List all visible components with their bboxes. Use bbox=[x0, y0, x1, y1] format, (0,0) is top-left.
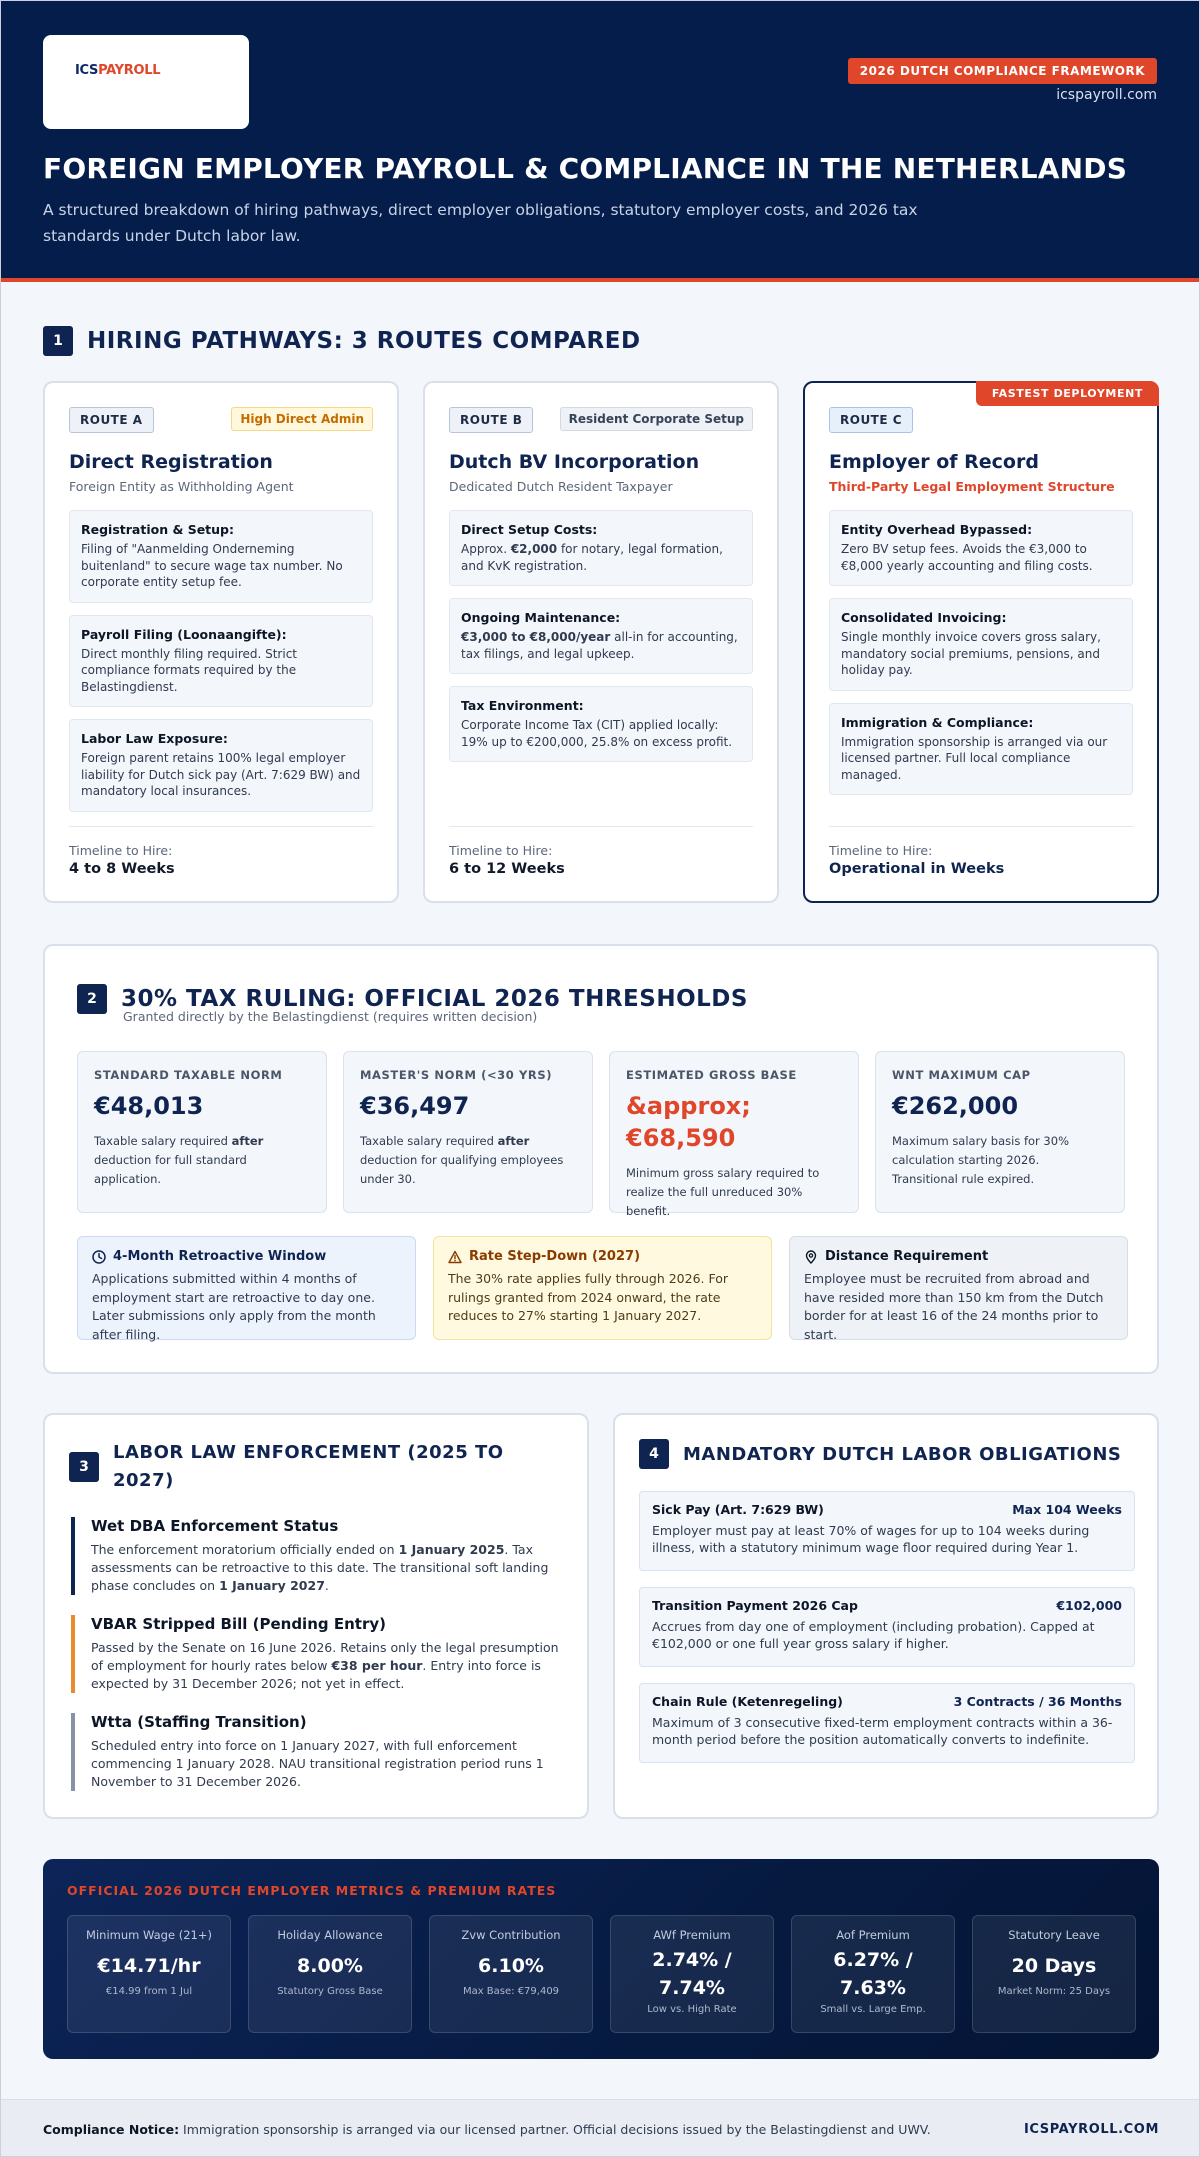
item-title: Wtta (Staffing Transition) bbox=[91, 1713, 307, 1731]
timeline-value: Operational in Weeks bbox=[829, 861, 1005, 877]
item-title: Wet DBA Enforcement Status bbox=[91, 1517, 339, 1535]
obligation-value: €102,000 bbox=[1056, 1598, 1122, 1613]
metric-sub: Statutory Gross Base bbox=[277, 1986, 383, 1997]
title-line: LABOR LAW ENFORCEMENT (2025 TO bbox=[113, 1442, 504, 1463]
route-detail-box bbox=[69, 615, 373, 708]
note-heading bbox=[448, 1249, 757, 1264]
box-text bbox=[461, 629, 741, 662]
metrics-bar bbox=[43, 1859, 1159, 2059]
box-text: Foreign parent retains 100% legal employer liability for Dutch sick pay (Art. 7:629 BW) and mandatory local insurances. bbox=[81, 751, 361, 798]
box-text: Filing of "Aanmelding Onderneming buitenland" to secure wage tax number. No corporate entity setup fee. bbox=[81, 542, 343, 589]
note-distance-requirement bbox=[789, 1236, 1128, 1340]
metric-desc bbox=[94, 1132, 310, 1189]
footer bbox=[1, 2099, 1200, 2157]
obligation-transition-payment bbox=[639, 1587, 1135, 1667]
section-4-heading bbox=[639, 1439, 1121, 1469]
obligation-value: 3 Contracts / 36 Months bbox=[953, 1694, 1122, 1709]
location-pin-icon bbox=[804, 1250, 818, 1264]
enforcement-item-wtta bbox=[71, 1713, 561, 1791]
metric-sub: €14.99 from 1 Jul bbox=[105, 1986, 193, 1997]
notice-label: Compliance Notice: bbox=[43, 2122, 180, 2137]
box-heading: Immigration & Compliance: bbox=[841, 714, 1034, 730]
box-text: Direct monthly filing required. Strict compliance formats required by the Belastingdienst. bbox=[81, 646, 298, 694]
obligation-sick-pay bbox=[639, 1491, 1135, 1571]
box-heading: Labor Law Exposure: bbox=[81, 731, 228, 746]
metric-card-standard-norm bbox=[77, 1051, 327, 1213]
logo-text bbox=[75, 63, 160, 78]
metric-value: €262,000 bbox=[892, 1092, 1019, 1120]
route-detail-box bbox=[69, 510, 373, 603]
footer-brand[interactable]: ICSPAYROLL.COM bbox=[1023, 2122, 1159, 2137]
route-detail-box bbox=[829, 598, 1133, 691]
text-segment: Passed by the Senate on 16 June 2026. Retains only the legal presumption of employment for hourly rates below bbox=[91, 1640, 559, 1673]
timeline bbox=[69, 826, 373, 877]
logo-payroll: PAYROLL bbox=[98, 63, 161, 78]
route-detail-box bbox=[449, 598, 753, 674]
section-title: HIRING PATHWAYS: 3 ROUTES COMPARED bbox=[87, 328, 641, 354]
bold-word: after bbox=[497, 1134, 530, 1148]
bold-amount: €2,000 bbox=[510, 542, 558, 556]
note-rate-step-down bbox=[433, 1236, 772, 1340]
box-heading: Payroll Filing (Loonaangifte): bbox=[81, 626, 287, 642]
metric-desc: Maximum salary basis for 30% calculation starting 2026. Transitional rule expired. bbox=[892, 1134, 1069, 1186]
obligation-text: Accrues from day one of employment (including probation). Capped at €102,000 or one full year gross salary if higher. bbox=[652, 1619, 1095, 1651]
note-retroactive-window bbox=[77, 1236, 416, 1340]
obligation-chain-rule bbox=[639, 1683, 1135, 1763]
route-detail-box bbox=[829, 703, 1133, 796]
box-heading: Tax Environment: bbox=[461, 698, 584, 713]
route-tag: ROUTE A bbox=[69, 407, 154, 433]
note-title: Rate Step-Down (2027) bbox=[469, 1249, 641, 1264]
note-text: Applications submitted within 4 months of employment start are retroactive to day one. Later submissions only apply from the month after filing. bbox=[92, 1271, 376, 1342]
metric-label: Aof Premium bbox=[836, 1928, 910, 1942]
bold-rate: €38 per hour bbox=[331, 1658, 423, 1673]
logo-ics: ICS bbox=[75, 63, 99, 78]
timeline-label: Timeline to Hire: bbox=[69, 843, 173, 858]
metric-value: €48,013 bbox=[94, 1092, 204, 1120]
route-subtitle: Third-Party Legal Employment Structure bbox=[829, 479, 1115, 494]
obligation-title: Transition Payment 2026 Cap bbox=[652, 1598, 858, 1613]
text-segment: deduction for qualifying employees under 30. bbox=[360, 1153, 564, 1186]
note-title: 4-Month Retroactive Window bbox=[113, 1249, 327, 1264]
box-heading: Ongoing Maintenance: bbox=[461, 610, 621, 625]
clock-icon bbox=[92, 1250, 106, 1264]
timeline-label: Timeline to Hire: bbox=[449, 843, 553, 858]
logo[interactable] bbox=[43, 35, 249, 129]
route-subtitle: Foreign Entity as Withholding Agent bbox=[69, 479, 294, 494]
metric-holiday-allowance bbox=[248, 1915, 412, 2033]
page-title: FOREIGN EMPLOYER PAYROLL & COMPLIANCE IN THE NETHERLANDS bbox=[43, 152, 1128, 185]
tax-ruling-panel bbox=[43, 944, 1159, 1374]
note-heading bbox=[92, 1249, 401, 1264]
timeline-label: Timeline to Hire: bbox=[829, 843, 933, 858]
text-segment: for notary, legal formation, and KvK registration. bbox=[461, 542, 723, 573]
metric-card-masters-norm bbox=[343, 1051, 593, 1213]
metric-label: Minimum Wage (21+) bbox=[86, 1928, 212, 1942]
text-segment: Taxable salary required bbox=[360, 1134, 498, 1148]
metric-card-wnt-cap bbox=[875, 1051, 1125, 1213]
notice-text: Immigration sponsorship is arranged via our licensed partner. Official decisions issued by the Belastingdienst and UWV. bbox=[179, 2122, 931, 2137]
obligation-text: Employer must pay at least 70% of wages for up to 104 weeks during illness, with a statutory minimum wage floor required during Year 1. bbox=[652, 1523, 1090, 1555]
route-badge: Resident Corporate Setup bbox=[560, 407, 753, 431]
metric-value: 2.74% / 7.74% bbox=[652, 1949, 732, 1999]
metric-zvw-contribution bbox=[429, 1915, 593, 2033]
section-title bbox=[113, 1439, 504, 1495]
route-tag: ROUTE C bbox=[829, 407, 913, 433]
section-number: 3 bbox=[69, 1452, 99, 1482]
obligation-header bbox=[652, 1598, 1122, 1613]
box-text: Zero BV setup fees. Avoids the €3,000 to €8,000 yearly accounting and filing costs. bbox=[841, 542, 1093, 573]
box-text bbox=[461, 541, 741, 574]
metrics-title: OFFICIAL 2026 DUTCH EMPLOYER METRICS & PREMIUM RATES bbox=[67, 1883, 557, 1898]
text-segment: . bbox=[324, 1578, 329, 1593]
metric-label: MASTER'S NORM (<30 YRS) bbox=[360, 1068, 553, 1082]
route-card-a bbox=[43, 381, 399, 903]
metric-card-gross-base bbox=[609, 1051, 859, 1218]
route-detail-box bbox=[829, 510, 1133, 586]
metric-value: €14.71/hr bbox=[97, 1955, 201, 1977]
text-segment: deduction for full standard application. bbox=[94, 1153, 247, 1186]
section-number: 2 bbox=[77, 984, 107, 1014]
metric-sub: Max Base: €79,409 bbox=[462, 1986, 560, 1997]
metric-awf-premium bbox=[610, 1915, 774, 2033]
box-heading: Consolidated Invoicing: bbox=[841, 610, 1007, 625]
bold-amount: €3,000 to €8,000/year bbox=[461, 630, 611, 644]
box-heading: Entity Overhead Bypassed: bbox=[841, 522, 1033, 537]
route-card-b bbox=[423, 381, 779, 903]
metric-value: €36,497 bbox=[360, 1092, 470, 1120]
timeline-value: 4 to 8 Weeks bbox=[69, 861, 175, 877]
text-segment: The enforcement moratorium officially ended on bbox=[91, 1542, 399, 1557]
section-title: MANDATORY DUTCH LABOR OBLIGATIONS bbox=[683, 1443, 1122, 1465]
enforcement-item-wet-dba bbox=[71, 1517, 561, 1595]
metric-value: 8.00% bbox=[297, 1955, 363, 1977]
obligation-text: Maximum of 3 consecutive fixed-term employment contracts within a 36-month period before the position automatically converts to indefinite. bbox=[652, 1715, 1113, 1747]
metric-desc bbox=[360, 1132, 576, 1189]
framework-badge: 2026 DUTCH COMPLIANCE FRAMEWORK bbox=[848, 58, 1157, 84]
metric-minimum-wage bbox=[67, 1915, 231, 2033]
note-text: Employee must be recruited from abroad and have resided more than 150 km from the Dutch border for at least 16 of the 24 months prior to start. bbox=[804, 1271, 1104, 1342]
section-number: 1 bbox=[43, 326, 73, 356]
bold-word: after bbox=[231, 1134, 264, 1148]
metric-label: STANDARD TAXABLE NORM bbox=[94, 1068, 283, 1082]
obligation-title: Sick Pay (Art. 7:629 BW) bbox=[652, 1502, 824, 1517]
obligation-value: Max 104 Weeks bbox=[1012, 1502, 1122, 1517]
metric-label: WNT MAXIMUM CAP bbox=[892, 1068, 1031, 1082]
item-text bbox=[91, 1541, 561, 1595]
bold-date: 1 January 2027 bbox=[219, 1578, 325, 1593]
route-detail-box bbox=[69, 719, 373, 812]
metric-label: Holiday Allowance bbox=[277, 1928, 383, 1942]
box-text: Immigration sponsorship is arranged via our licensed partner. Full local compliance managed. bbox=[841, 734, 1108, 782]
metric-value: 20 Days bbox=[1011, 1955, 1097, 1977]
metric-sub: Market Norm: 25 Days bbox=[997, 1986, 1111, 1997]
route-title: Dutch BV Incorporation bbox=[449, 451, 700, 473]
obligation-header bbox=[652, 1502, 1122, 1517]
obligation-title: Chain Rule (Ketenregeling) bbox=[652, 1694, 843, 1709]
section-subtitle: Granted directly by the Belastingdienst (requires written decision) bbox=[123, 1009, 538, 1024]
text-segment: Approx. bbox=[461, 542, 511, 556]
metric-sub: Small vs. Large Emp. bbox=[820, 2004, 926, 2015]
metric-value: 6.10% bbox=[478, 1955, 544, 1977]
item-text: Scheduled entry into force on 1 January 2027, with full enforcement commencing 1 January 2028. NAU transitional registration period runs 1 November to 31 December 2026. bbox=[91, 1738, 544, 1789]
section-1-heading bbox=[43, 326, 641, 356]
box-heading: Direct Setup Costs: bbox=[461, 522, 598, 537]
metric-label: Zvw Contribution bbox=[461, 1928, 561, 1942]
box-heading: Registration & Setup: bbox=[81, 522, 235, 537]
text-segment: Taxable salary required bbox=[94, 1134, 232, 1148]
route-detail-box bbox=[449, 510, 753, 586]
route-detail-box bbox=[449, 686, 753, 762]
note-text: The 30% rate applies fully through 2026. For rulings granted from 2024 onward, the rate reduces to 27% starting 1 January 2027. bbox=[448, 1271, 729, 1323]
timeline bbox=[449, 826, 753, 877]
metric-aof-premium bbox=[791, 1915, 955, 2033]
item-text bbox=[91, 1639, 561, 1693]
note-heading bbox=[804, 1249, 1113, 1264]
route-subtitle: Dedicated Dutch Resident Taxpayer bbox=[449, 479, 673, 494]
metric-value: 6.27% / 7.63% bbox=[833, 1949, 913, 1999]
text-segment: all-in for accounting, tax filings, and legal upkeep. bbox=[461, 630, 738, 661]
section-number: 4 bbox=[639, 1439, 669, 1469]
text-segment: . Tax assessments can be retroactive to this date. The transitional soft landing phase concludes on bbox=[91, 1542, 549, 1593]
bold-date: 1 January 2025 bbox=[398, 1542, 505, 1557]
labor-obligations-panel bbox=[613, 1413, 1159, 1819]
section-3-heading bbox=[69, 1439, 504, 1495]
fastest-deployment-ribbon: FASTEST DEPLOYMENT bbox=[976, 381, 1159, 406]
text-segment: . Entry into force is expected by 31 December 2026; not yet in effect. bbox=[91, 1658, 541, 1691]
box-text: Corporate Income Tax (CIT) applied locally: 19% up to €200,000, 25.8% on excess profit. bbox=[461, 718, 733, 749]
route-tag: ROUTE B bbox=[449, 407, 533, 433]
labor-law-enforcement-panel bbox=[43, 1413, 589, 1819]
note-title: Distance Requirement bbox=[825, 1249, 989, 1264]
metric-label: Statutory Leave bbox=[1008, 1928, 1100, 1942]
warning-icon bbox=[448, 1250, 462, 1264]
timeline bbox=[829, 826, 1133, 877]
timeline-value: 6 to 12 Weeks bbox=[449, 861, 565, 877]
route-card-c bbox=[803, 381, 1159, 903]
site-url[interactable]: icspayroll.com bbox=[1056, 87, 1157, 103]
metric-desc: Minimum gross salary required to realize the full unreduced 30% benefit. bbox=[626, 1166, 820, 1218]
item-title: VBAR Stripped Bill (Pending Entry) bbox=[91, 1615, 386, 1633]
route-title: Employer of Record bbox=[829, 451, 1039, 473]
compliance-notice bbox=[43, 2122, 931, 2137]
metric-value: &approx; €68,590 bbox=[626, 1092, 751, 1152]
obligation-header bbox=[652, 1694, 1122, 1709]
metric-label: AWf Premium bbox=[653, 1928, 731, 1942]
title-line: 2027) bbox=[113, 1470, 174, 1491]
metric-sub: Low vs. High Rate bbox=[647, 2004, 737, 2015]
box-text: Single monthly invoice covers gross salary, mandatory social premiums, pensions, and holiday pay. bbox=[841, 630, 1101, 677]
metric-label: ESTIMATED GROSS BASE bbox=[626, 1068, 797, 1082]
page-subtitle: A structured breakdown of hiring pathways, direct employer obligations, statutory employer costs, and 2026 tax standards under Dutch labor law. bbox=[43, 201, 918, 245]
enforcement-item-vbar bbox=[71, 1615, 561, 1693]
route-badge: High Direct Admin bbox=[231, 407, 373, 431]
metric-statutory-leave bbox=[972, 1915, 1136, 2033]
route-title: Direct Registration bbox=[69, 451, 273, 473]
header bbox=[1, 1, 1199, 282]
section-title: 30% TAX RULING: OFFICIAL 2026 THRESHOLDS bbox=[121, 986, 748, 1012]
